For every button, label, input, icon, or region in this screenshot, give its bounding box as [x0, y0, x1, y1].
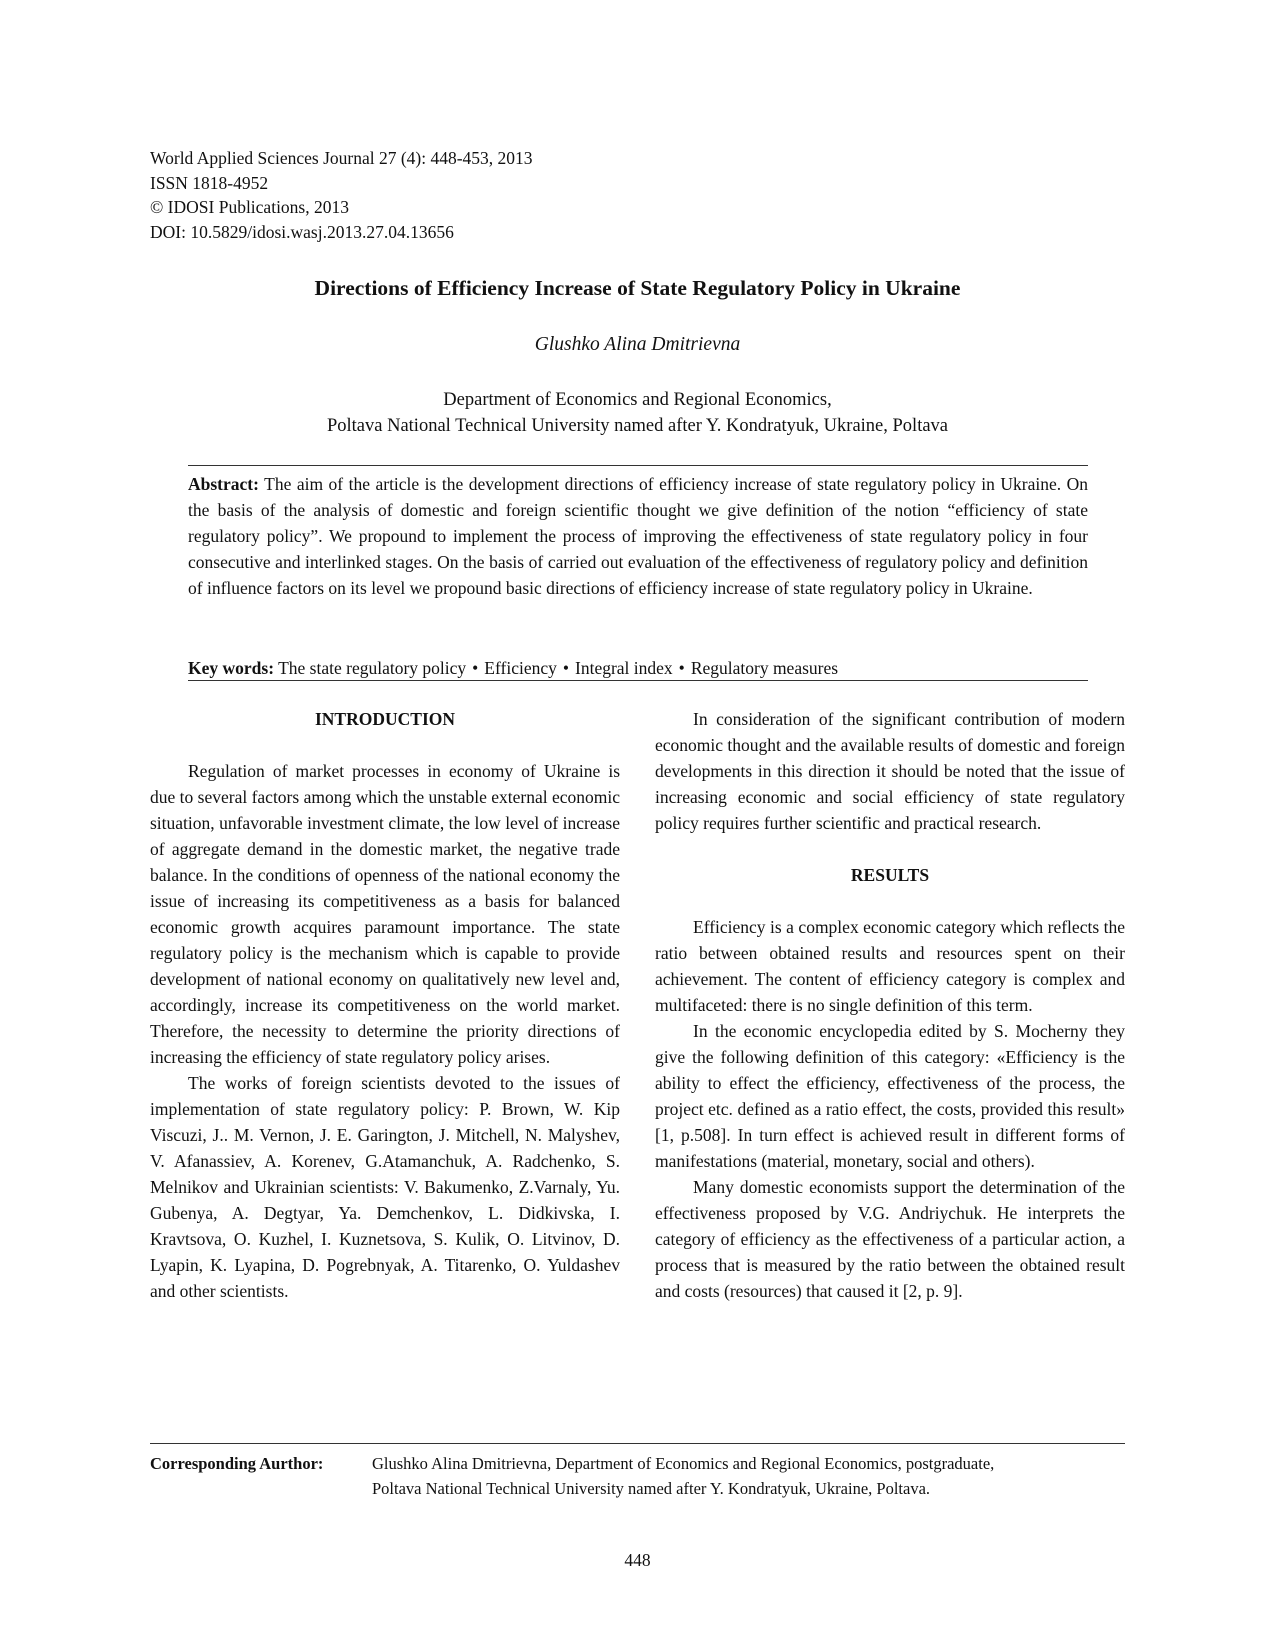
author-name: Glushko Alina Dmitrievna: [534, 334, 741, 355]
footnote-rule: [150, 1443, 1125, 1444]
copyright: © IDOSI Publications, 2013: [150, 197, 349, 217]
journal-citation: World Applied Sciences Journal 27 (4): 448-453, 2013: [150, 148, 533, 168]
body-paragraph: In the economic encyclopedia edited by S. Mocherny they give the following definition of this category: «Efficiency is the ability to effect the efficiency, effectiveness of the process, the project etc. defined as a ratio effect, the costs, provided this result» [1, p.508]. In turn effect is achieved result in different forms of manifestations (material, monetary, social and others).: [655, 1021, 1125, 1171]
corresponding-author-line-1: Glushko Alina Dmitrievna, Department of Economics and Regional Economics, postgraduate,: [372, 1454, 995, 1473]
keyword-separator: •: [562, 658, 569, 678]
introduction-heading: INTRODUCTION: [314, 709, 456, 729]
left-column: [150, 706, 620, 1304]
right-column: [655, 706, 1125, 1304]
affiliation-line-2: Poltava National Technical University named after Y. Kondratyuk, Ukraine, Poltava: [326, 416, 949, 436]
doi: DOI: 10.5829/idosi.wasj.2013.27.04.13656: [150, 221, 454, 242]
results-heading: RESULTS: [850, 865, 930, 885]
body-paragraph: Efficiency is a complex economic category which reflects the ratio between obtained results and resources spent on their achievement. The content of efficiency category is complex and multifaceted: there is no single definition of this term.: [655, 917, 1125, 1015]
abstract-top-rule: [188, 465, 1088, 466]
keywords: [188, 655, 1088, 681]
issn: ISSN 1818-4952: [150, 172, 269, 193]
keyword-item: Efficiency: [484, 658, 557, 678]
body-paragraph: Regulation of market processes in economy of Ukraine is due to several factors among which the unstable external economic situation, unfavorable investment climate, the low level of increase of aggregate demand in the domestic market, the negative trade balance. In the conditions of openness of the national economy the issue of increasing its competitiveness as a basis for balanced economic growth acquires paramount importance. The state regulatory policy is the mechanism which is capable to provide development of national economy on qualitatively new level and, accordingly, increase its competitiveness on the world market. Therefore, the necessity to determine the priority directions of increasing the efficiency of state regulatory policy arises.: [150, 761, 620, 1067]
body-paragraph: In consideration of the significant contribution of modern economic thought and the available results of domestic and foreign developments in this direction it should be noted that the issue of increasing economic and social efficiency of state regulatory policy requires further scientific and practical research.: [655, 709, 1125, 833]
keyword-item: Integral index: [575, 658, 673, 678]
keyword-separator: •: [678, 658, 685, 678]
keyword-separator: •: [472, 658, 479, 678]
corresponding-author-line-2: Poltava National Technical University named after Y. Kondratyuk, Ukraine, Poltava.: [372, 1479, 931, 1498]
page-number: 448: [624, 1550, 651, 1570]
abstract-label: Abstract:: [188, 474, 259, 494]
journal-header: [150, 146, 533, 244]
abstract-text: The aim of the article is the development directions of efficiency increase of state regulatory policy in Ukraine. On the basis of the analysis of domestic and foreign scientific thought we give definition of the notion “efficiency of state regulatory policy”. We propound to implement the process of improving the effectiveness of state regulatory policy in four consecutive and interlinked stages. On the basis of carried out evaluation of the effectiveness of regulatory policy and definition of influence factors on its level we propound basic directions of efficiency increase of state regulatory policy in Ukraine.: [188, 474, 1088, 598]
body-paragraph: The works of foreign scientists devoted to the issues of implementation of state regulatory policy: P. Brown, W. Kip Viscuzi, J.. M. Vernon, J. E. Garington, J. Mitchell, N. Malyshev, V. Afanassiev, A. Korenev, G.Atamanchuk, A. Radchenko, S. Melnikov and Ukrainian scientists: V. Bakumenko, Z.Varnaly, Yu. Gubenya, A. Degtyar, Ya. Demchenkov, L. Didkivska, I. Kravtsova, O. Kuzhel, I. Kuznetsova, S. Kulik, O. Litvinov, D. Lyapin, K. Lyapina, D. Pogrebnyak, A. Titarenko, O. Yuldashev and other scientists.: [150, 1073, 620, 1301]
corresponding-author-label: Corresponding Aurthor:: [150, 1454, 324, 1473]
body-paragraph: Many domestic economists support the determination of the effectiveness proposed by V.G. Andriychuk. He interprets the category of efficiency as the effectiveness of a particular action, a process that is measured by the ratio between the obtained result and costs (resources) that caused it [2, p. 9].: [655, 1177, 1125, 1301]
keywords-label: Key words:: [188, 658, 275, 678]
abstract: [188, 471, 1088, 601]
corresponding-author-details: [372, 1451, 994, 1501]
affiliation-line-1: Department of Economics and Regional Economics,: [443, 390, 832, 410]
keyword-item: Regulatory measures: [690, 658, 839, 678]
paper-title: Directions of Efficiency Increase of State Regulatory Policy in Ukraine: [314, 276, 961, 300]
affiliation: [0, 387, 1275, 439]
keywords-bottom-rule: [188, 680, 1088, 681]
keyword-item: The state regulatory policy: [278, 658, 467, 678]
